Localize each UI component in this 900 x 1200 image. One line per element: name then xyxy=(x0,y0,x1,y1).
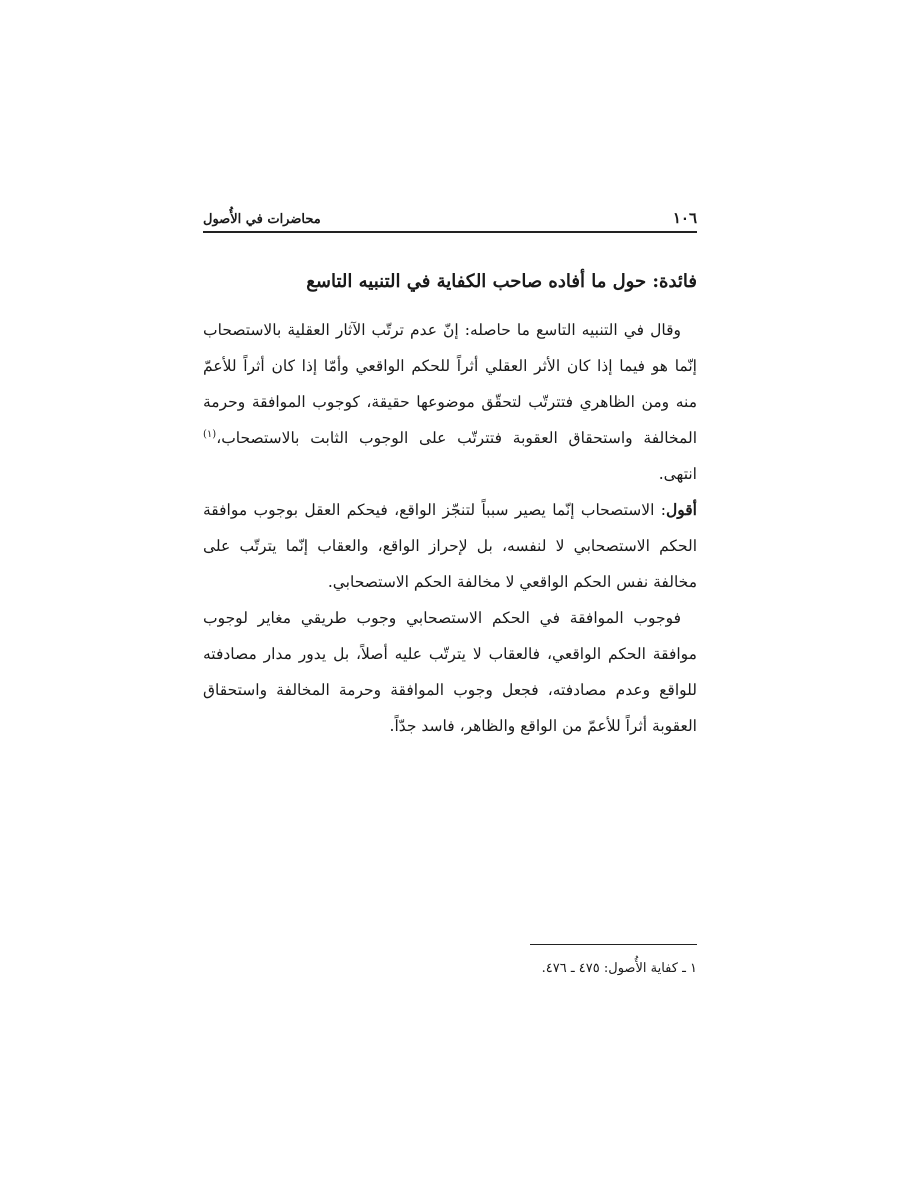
book-title: محاضرات في الأُصول xyxy=(203,212,321,227)
footnote-separator xyxy=(530,944,697,945)
paragraph xyxy=(203,492,697,600)
paragraph-tail: انتهى. xyxy=(658,465,697,483)
paragraph-lead: أقول xyxy=(666,500,697,519)
paragraph-text: فوجوب الموافقة في الحكم الاستصحابي وجوب طريقي مغاير لوجوب موافقة الحكم الواقعي، فالعقاب لا يترتّب عليه أصلاً، بل يدور مدار مصادفته للواقع وعدم مصادفته، فجعل وجوب الموافقة وحرمة المخالفة واستحقاق العقوبة أثراً للأعمّ من الواقع والظاهر، فاسد جدّاً. xyxy=(203,609,697,735)
footnote: ١ ـ كفاية الأُصول: ٤٧٥ ـ ٤٧٦. xyxy=(541,961,697,976)
footnote-reference: (١) xyxy=(203,428,217,440)
paragraph-text: وقال في التنبيه التاسع ما حاصله: إنّ عدم ترتّب الآثار العقلية بالاستصحاب إنّما هو فيما إذا كان الأثر العقلي أثراً للحكم الواقعي وأمّا إذا كان أثراً للأعمّ منه ومن الظاهري فتترتّب لتحقّق موضوعها حقيقة، كوجوب الموافقة وحرمة المخالفة واستحقاق العقوبة فتترتّب على الوجوب الثابت بالاستصحاب، xyxy=(203,321,697,447)
running-header xyxy=(203,203,697,233)
page-number: ١٠٦ xyxy=(672,209,697,227)
paragraph xyxy=(203,312,697,492)
paragraph-text: : الاستصحاب إنّما يصير سبباً لتنجّز الواقع، فيحكم العقل بوجوب موافقة الحكم الاستصحابي لا لنفسه، بل لإحراز الواقع، والعقاب إنّما يترتّب على مخالفة نفس الحكم الواقعي لا مخالفة الحكم الاستصحابي. xyxy=(203,501,697,591)
section-heading: فائدة: حول ما أفاده صاحب الكفاية في التنبيه التاسع xyxy=(306,271,697,292)
paragraph xyxy=(203,600,697,744)
main-text xyxy=(203,262,697,744)
